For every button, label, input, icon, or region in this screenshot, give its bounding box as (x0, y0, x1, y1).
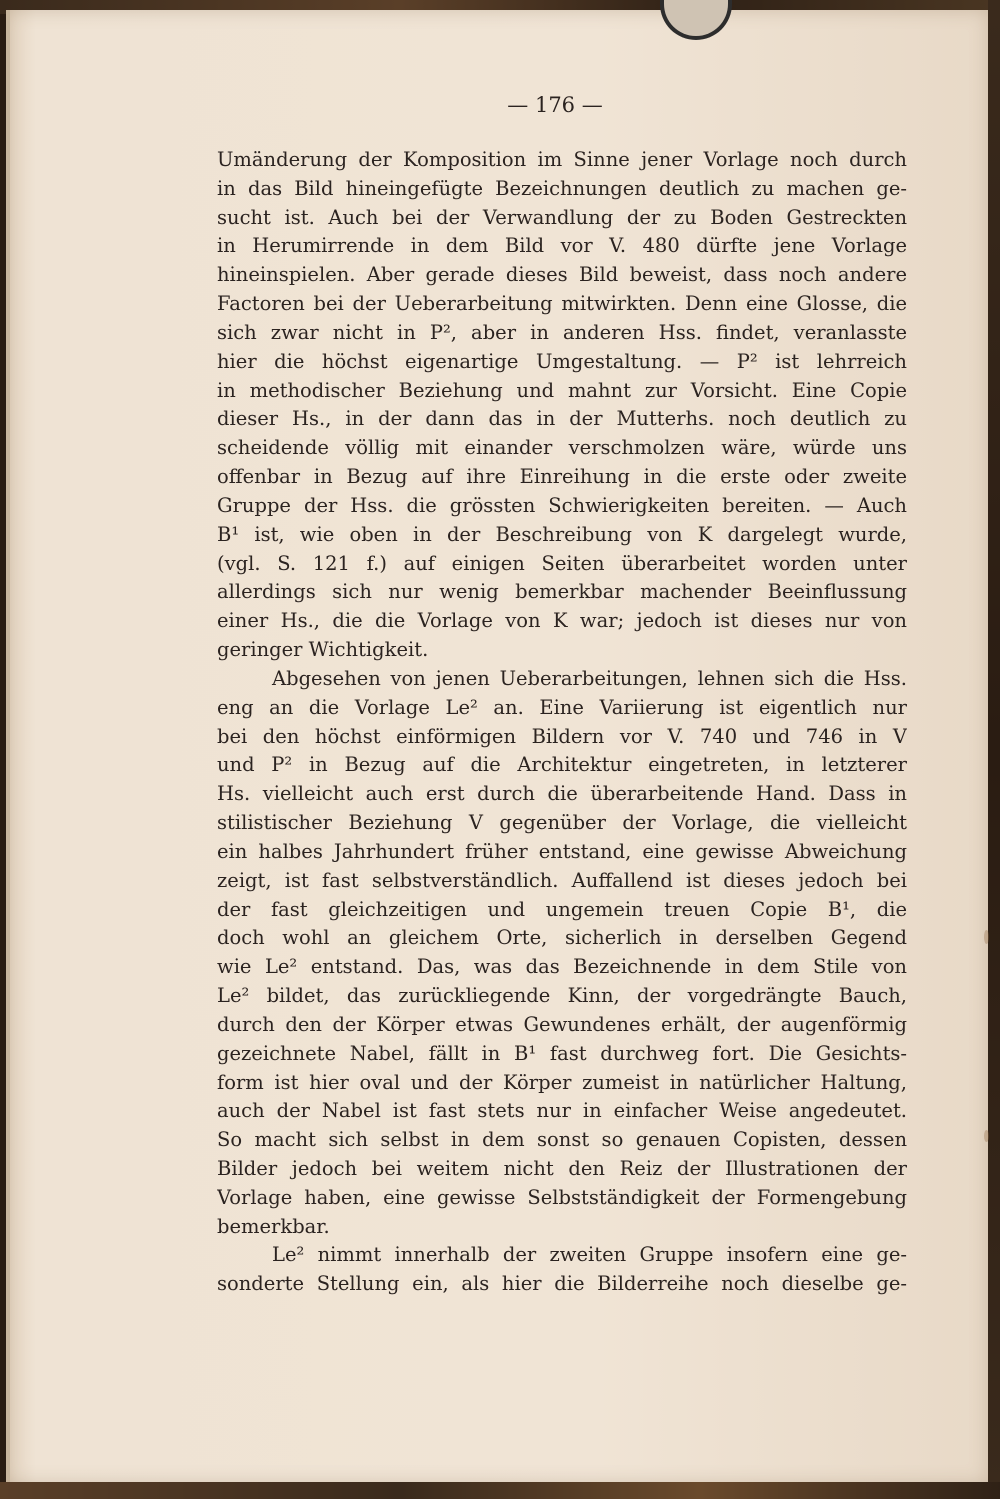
text-line: Le² bildet, das zurückliegende Kinn, der vorgedrängte Bauch, (217, 984, 907, 1008)
text-line: gezeichnete Nabel, fällt in B¹ fast durchweg fort. Die Gesichts- (217, 1041, 907, 1065)
text-line: bemerkbar. (217, 1214, 330, 1238)
text-line: auch der Nabel ist fast stets nur in einfacher Weise angedeutet. (217, 1099, 907, 1123)
text-line: allerdings sich nur wenig bemerkbar machender Beeinflussung (217, 580, 907, 604)
text-line: Abgesehen von jenen Ueberarbeitungen, lehnen sich die Hss. (272, 666, 907, 690)
text-line: in Herumirrende in dem Bild vor V. 480 dürfte jene Vorlage (217, 234, 907, 258)
text-line: So macht sich selbst in dem sonst so genauen Copisten, dessen (217, 1128, 907, 1152)
text-line: Factoren bei der Ueberarbeitung mitwirkten. Denn eine Glosse, die (217, 292, 907, 316)
text-line: in methodischer Beziehung und mahnt zur Vorsicht. Eine Copie (217, 378, 907, 402)
text-line: Hs. vielleicht auch erst durch die überarbeitende Hand. Dass in (217, 782, 907, 806)
text-line: hier die höchst eigenartige Umgestaltung. — P² ist lehrreich (217, 349, 907, 373)
page-number: — 176 — (507, 93, 603, 117)
text-line: offenbar in Bezug auf ihre Einreihung in die erste oder zweite (217, 465, 907, 489)
text-line: Gruppe der Hss. die grössten Schwierigkeiten bereiten. — Auch (217, 493, 907, 517)
text-line: der fast gleichzeitigen und ungemein treuen Copie B¹, die (217, 897, 907, 921)
text-line: Bilder jedoch bei weitem nicht den Reiz der Illustrationen der (217, 1156, 907, 1180)
text-line: sucht ist. Auch bei der Verwandlung der zu Boden Gestreckten (217, 205, 907, 229)
text-line: durch den der Körper etwas Gewundenes erhält, der augenförmig (217, 1012, 907, 1036)
text-line: B¹ ist, wie oben in der Beschreibung von K dargelegt wurde, (217, 522, 907, 546)
text-line: bei den höchst einförmigen Bildern vor V. 740 und 746 in V (217, 724, 907, 748)
page-edge (6, 10, 10, 1484)
text-line: und P² in Bezug auf die Architektur eingetreten, in letzterer (217, 753, 907, 777)
text-line: doch wohl an gleichem Orte, sicherlich in derselben Gegend (217, 926, 907, 950)
text-line: ein halbes Jahrhundert früher entstand, eine gewisse Abweichung (217, 839, 907, 863)
text-line: scheidende völlig mit einander verschmolzen wäre, würde uns (217, 436, 907, 460)
text-line: Vorlage haben, eine gewisse Selbstständigkeit der Formengebung (217, 1185, 907, 1209)
ink-spot (984, 1130, 989, 1142)
text-line: form ist hier oval und der Körper zumeist in natürlicher Haltung, (217, 1070, 907, 1094)
text-line: sonderte Stellung ein, als hier die Bilderreihe noch dieselbe ge- (217, 1272, 907, 1296)
ink-spot (984, 930, 989, 944)
book-cover-bottom (0, 1482, 1000, 1499)
text-line: sich zwar nicht in P², aber in anderen Hss. findet, veranlasste (217, 320, 907, 344)
text-line: stilistischer Beziehung V gegenüber der Vorlage, die vielleicht (217, 811, 907, 835)
text-line: (vgl. S. 121 f.) auf einigen Seiten überarbeitet worden unter (217, 551, 907, 575)
text-line: wie Le² entstand. Das, was das Bezeichnende in dem Stile von (217, 955, 907, 979)
book-cover-right (988, 0, 1000, 1499)
text-line: zeigt, ist fast selbstverständlich. Auffallend ist dieses jedoch bei (217, 868, 907, 892)
body-text (217, 146, 907, 1299)
text-line: hineinspielen. Aber gerade dieses Bild beweist, dass noch andere (217, 263, 907, 287)
text-line: geringer Wichtigkeit. (217, 638, 429, 662)
text-line: Le² nimmt innerhalb der zweiten Gruppe insofern eine ge- (272, 1243, 907, 1267)
text-line: einer Hs., die die Vorlage von K war; jedoch ist dieses nur von (217, 609, 907, 633)
text-line: Umänderung der Komposition im Sinne jener Vorlage noch durch (217, 148, 907, 171)
text-line: eng an die Vorlage Le² an. Eine Variierung ist eigentlich nur (217, 695, 907, 719)
text-line: dieser Hs., in der dann das in der Mutterhs. noch deutlich zu (217, 407, 907, 431)
text-line: in das Bild hineingefügte Bezeichnungen deutlich zu machen ge- (217, 176, 907, 200)
